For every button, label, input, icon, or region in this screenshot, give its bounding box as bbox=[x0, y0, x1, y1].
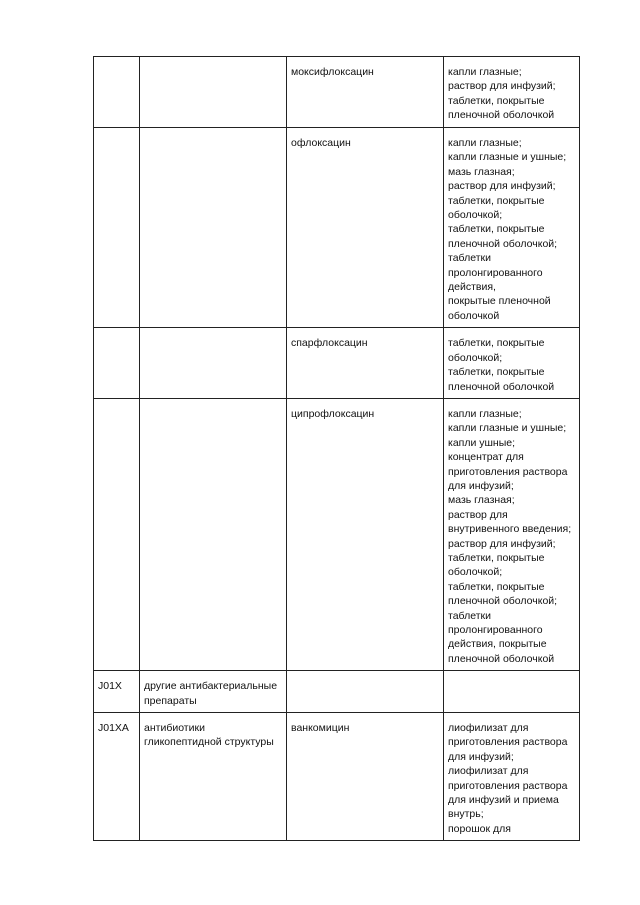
table-row bbox=[94, 57, 580, 128]
dosage-form-cell: лиофилизат для приготовления раствора для инфузий; лиофилизат для приготовления раствора для инфузий и приема внутрь; порошок для bbox=[444, 713, 580, 841]
drug-name-cell: офлоксацин bbox=[287, 128, 444, 328]
drug-name-cell bbox=[287, 671, 444, 713]
dosage-form-cell: капли глазные; раствор для инфузий; таблетки, покрытые пленочной оболочкой bbox=[444, 57, 580, 128]
atc-group-cell bbox=[140, 398, 287, 670]
table-row bbox=[94, 328, 580, 399]
dosage-form-cell bbox=[444, 671, 580, 713]
atc-group-cell: другие антибактериальные препараты bbox=[140, 671, 287, 713]
atc-group-cell bbox=[140, 328, 287, 399]
table-row bbox=[94, 671, 580, 713]
table-row bbox=[94, 398, 580, 670]
atc-code-cell: J01XA bbox=[94, 713, 140, 841]
atc-code-cell bbox=[94, 328, 140, 399]
atc-group-cell bbox=[140, 57, 287, 128]
dosage-form-cell: капли глазные; капли глазные и ушные; мазь глазная; раствор для инфузий; таблетки, покрытые оболочкой; таблетки, покрытые пленочной оболочкой; таблетки пролонгированного действия, покрытые пленочной оболочкой bbox=[444, 128, 580, 328]
atc-group-cell: антибиотики гликопептидной структуры bbox=[140, 713, 287, 841]
dosage-form-cell: таблетки, покрытые оболочкой; таблетки, покрытые пленочной оболочкой bbox=[444, 328, 580, 399]
dosage-form-cell: капли глазные; капли глазные и ушные; капли ушные; концентрат для приготовления раствора для инфузий; мазь глазная; раствор для внутривенного введения; раствор для инфузий; таблетки, покрытые оболочкой; таблетки, покрытые пленочной оболочкой; таблетки пролонгированного действия, покрытые пленочной оболочкой bbox=[444, 398, 580, 670]
drug-name-cell: моксифлоксацин bbox=[287, 57, 444, 128]
drug-name-cell: ванкомицин bbox=[287, 713, 444, 841]
atc-code-cell: J01X bbox=[94, 671, 140, 713]
atc-group-cell bbox=[140, 128, 287, 328]
atc-code-cell bbox=[94, 398, 140, 670]
table-row bbox=[94, 128, 580, 328]
atc-code-cell bbox=[94, 57, 140, 128]
atc-code-cell bbox=[94, 128, 140, 328]
drug-name-cell: спарфлоксацин bbox=[287, 328, 444, 399]
table-row bbox=[94, 713, 580, 841]
drug-list-table bbox=[93, 56, 580, 841]
drug-name-cell: ципрофлоксацин bbox=[287, 398, 444, 670]
